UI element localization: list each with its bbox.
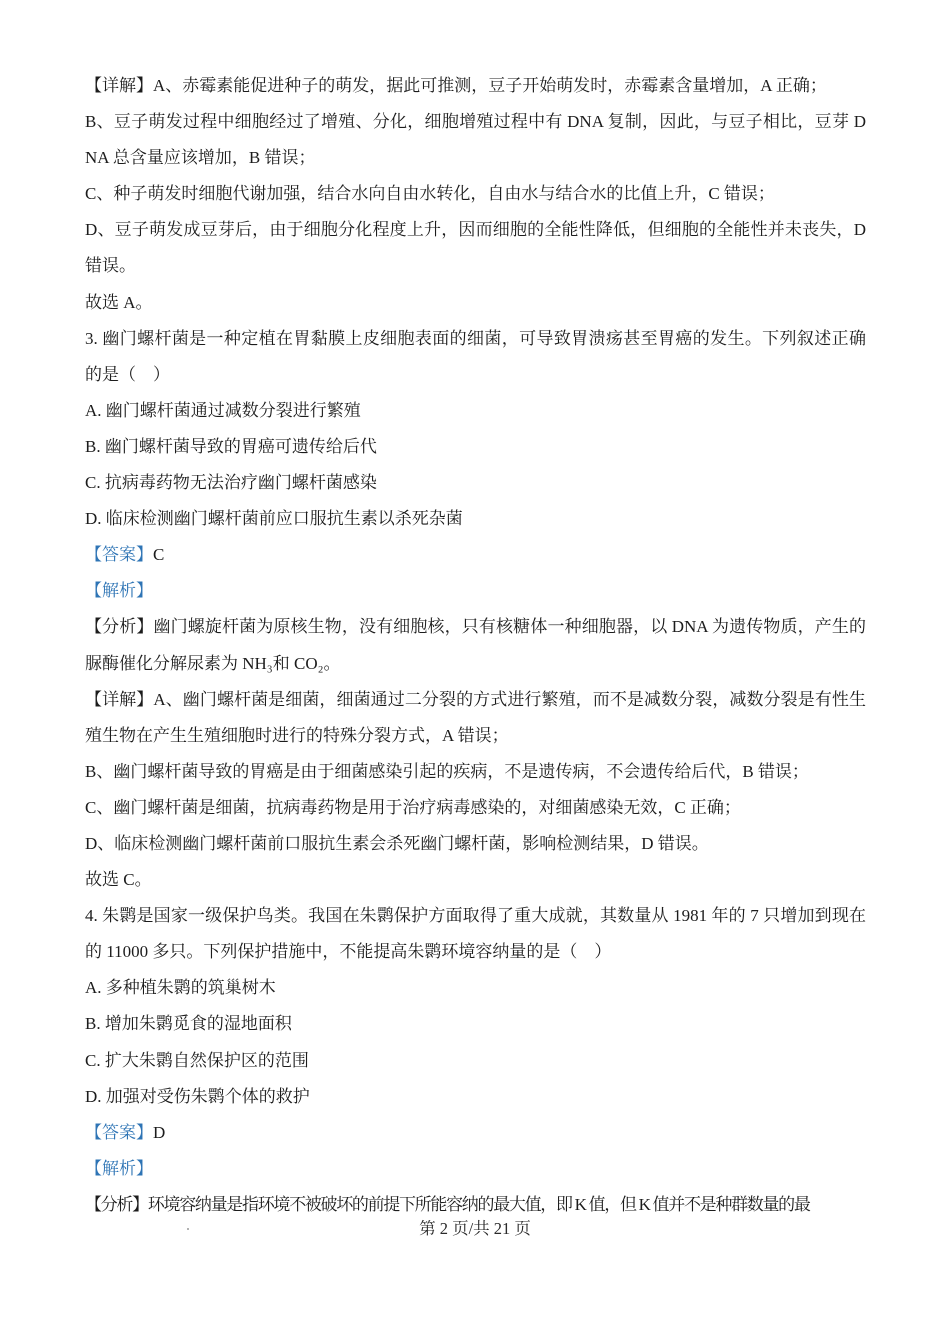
paragraph-text: 故选 A。: [85, 292, 153, 312]
paragraph-text: C、种子萌发时细胞代谢加强，结合水向自由水转化，自由水与结合水的比值上升，C 错误；: [85, 184, 775, 204]
question-4-stem: [85, 898, 866, 970]
paragraph-text: B. 增加朱鹮觅食的湿地面积: [85, 1014, 292, 1034]
paragraph-text: C、幽门螺杆菌是细菌，抗病毒药物是用于治疗病毒感染的，对细菌感染无效，C 正确；: [85, 797, 741, 817]
analysis-label: 【解析】: [85, 581, 153, 601]
analysis-paragraph-q3: [85, 609, 866, 681]
paragraph-text: 【分析】幽门螺旋杆菌为原核生物，没有细胞核，只有核糖体一种细胞器，以 DNA 为遗传物质，产生的脲酶催化分解尿素为 NH₃和 CO₂。: [85, 617, 866, 673]
paragraph-text: B. 幽门螺杆菌导致的胃癌可遗传给后代: [85, 436, 377, 456]
final-answer-q3: [85, 862, 866, 898]
analysis-label: 【解析】: [85, 1158, 153, 1178]
answer-label: 【答案】: [85, 545, 153, 565]
paragraph-text: 4. 朱鹮是国家一级保护鸟类。我国在朱鹮保护方面取得了重大成就，其数量从 1981 年的 7 只增加到现在的 11000 多只。下列保护措施中，不能提高朱鹮环境容纳量的是（ ）: [85, 906, 866, 962]
document-body: [85, 68, 866, 1223]
question-3-option-c: [85, 465, 866, 501]
paragraph-text: B、幽门螺杆菌导致的胃癌是由于细菌感染引起的疾病，不是遗传病，不会遗传给后代，B 错误；: [85, 761, 809, 781]
detail-paragraph-q2-option-a: [85, 68, 866, 104]
answer-line-q3: [85, 537, 866, 573]
detail-paragraph-q3-option-c: [85, 790, 866, 826]
paragraph-text: A. 多种植朱鹮的筑巢树木: [85, 978, 276, 998]
paragraph-text: 故选 C。: [85, 870, 152, 890]
paragraph-text: A. 幽门螺杆菌通过减数分裂进行繁殖: [85, 400, 361, 420]
paragraph-text: D、豆子萌发成豆芽后，由于细胞分化程度上升，因而细胞的全能性降低，但细胞的全能性并未丧失，D 错误。: [85, 220, 866, 276]
paragraph-text: 3. 幽门螺杆菌是一种定植在胃黏膜上皮细胞表面的细菌，可导致胃溃疡甚至胃癌的发生。下列叙述正确的是（ ）: [85, 328, 866, 384]
paragraph-text: C. 扩大朱鹮自然保护区的范围: [85, 1050, 309, 1070]
detail-paragraph-q3-option-b: [85, 754, 866, 790]
answer-line-q4: [85, 1115, 866, 1151]
detail-paragraph-q3-option-a: [85, 682, 866, 754]
paragraph-text: D. 加强对受伤朱鹮个体的救护: [85, 1086, 310, 1106]
paragraph-text: 【详解】A、幽门螺杆菌是细菌，细菌通过二分裂的方式进行繁殖，而不是减数分裂，减数分裂是有性生殖生物在产生生殖细胞时进行的特殊分裂方式，A 错误；: [85, 689, 866, 745]
answer-value: C: [153, 545, 165, 565]
paragraph-text: D. 临床检测幽门螺杆菌前应口服抗生素以杀死杂菌: [85, 509, 463, 529]
final-answer-q2: [85, 285, 866, 321]
paragraph-text: C. 抗病毒药物无法治疗幽门螺杆菌感染: [85, 473, 377, 493]
answer-value: D: [153, 1122, 166, 1142]
question-4-option-d: [85, 1079, 866, 1115]
analysis-header-q4: [85, 1151, 866, 1187]
question-3-option-a: [85, 393, 866, 429]
detail-paragraph-q3-option-d: [85, 826, 866, 862]
paragraph-text: D、临床检测幽门螺杆菌前口服抗生素会杀死幽门螺杆菌，影响检测结果，D 错误。: [85, 833, 709, 853]
question-4-option-a: [85, 970, 866, 1006]
paragraph-text: B、豆子萌发过程中细胞经过了增殖、分化，细胞增殖过程中有 DNA 复制，因此，与豆子相比，豆芽 DNA 总含量应该增加，B 错误；: [85, 112, 866, 168]
question-3-stem: [85, 321, 866, 393]
detail-paragraph-q2-option-c: [85, 176, 866, 212]
question-4-option-b: [85, 1006, 866, 1042]
page-number-footer: 第 2 页/共 21 页: [419, 1219, 531, 1238]
detail-paragraph-q2-option-b: [85, 104, 866, 176]
question-4-option-c: [85, 1043, 866, 1079]
answer-label: 【答案】: [85, 1122, 153, 1142]
detail-paragraph-q2-option-d: [85, 212, 866, 284]
paragraph-text: 【分析】环境容纳量是指环境不被破坏的前提下所能容纳的最大值，即 K 值，但 K 值并不是种群数量的最: [85, 1194, 810, 1214]
paragraph-text: 【详解】A、赤霉素能促进种子的萌发，据此可推测，豆子开始萌发时，赤霉素含量增加，A 正确；: [85, 76, 827, 95]
analysis-header-q3: [85, 573, 866, 609]
question-3-option-d: [85, 501, 866, 537]
question-3-option-b: [85, 429, 866, 465]
